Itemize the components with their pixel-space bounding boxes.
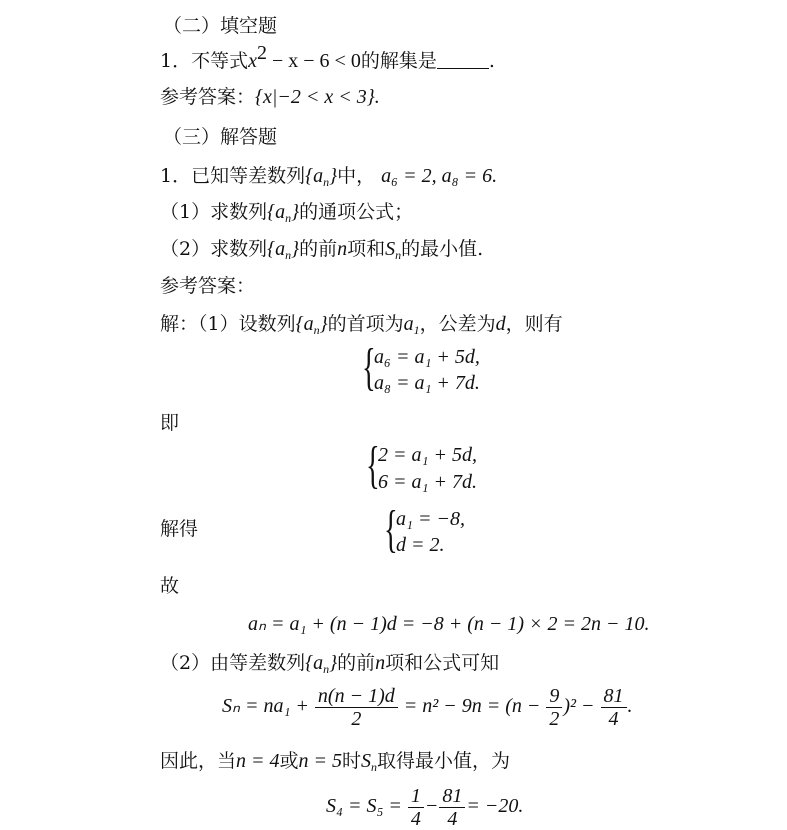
fraction-numerator: 81: [439, 785, 465, 808]
reference-answer-label: 参考答案：: [160, 86, 256, 108]
var-n: n: [337, 238, 348, 260]
var-d: d: [495, 313, 506, 335]
sum-end: .: [627, 695, 633, 717]
section-2-heading: （二）填空题: [163, 15, 278, 37]
sequence-an: $\{a_n\}$: [305, 165, 338, 189]
n-equals-5: n = 5: [298, 750, 343, 772]
fraction-one-quarter: [408, 785, 424, 830]
fraction-sum: [315, 685, 398, 730]
sub-question-2-text-3: 项和: [347, 238, 386, 260]
fraction-81-quarters: [601, 685, 627, 730]
general-term-formula: aₙ = a₁ + (n − 1)d = −8 + (n − 1) × 2 = 2n − 10.: [248, 613, 650, 635]
part-2-intro: [160, 650, 499, 676]
sum-middle-2: )² −: [563, 695, 595, 717]
question-end: .: [488, 50, 495, 72]
fraction-81-quarters: [439, 785, 465, 830]
sub-question-2-text-4: 的最小值.: [401, 238, 484, 260]
fraction-denominator: 2: [351, 707, 362, 730]
conclusion-text-3: 取得最小值，为: [377, 750, 511, 772]
label-ji: 即: [160, 412, 180, 434]
fraction-numerator: 1: [408, 785, 424, 808]
system-1-row-1: a₆ = a₁ + 5d,: [374, 346, 480, 368]
answer-set: {x|−2 < x < 3}.: [255, 86, 380, 108]
question-suffix: 的解集是: [360, 50, 437, 72]
fraction-numerator: 81: [601, 685, 627, 708]
var-a1: $a_1$: [403, 313, 420, 337]
solution-text: 解：（1）设数列: [160, 313, 296, 335]
problem-1-statement: [160, 163, 497, 189]
fill-question-1: [160, 42, 495, 74]
minimum-value-formula: [326, 784, 523, 830]
given-values: a₆ = 2, a₈ = 6.: [381, 165, 498, 187]
section-3-heading: （三）解答题: [163, 126, 278, 148]
conclusion-text-2: 时: [342, 750, 362, 772]
question-text: 不等式: [191, 50, 249, 72]
part-2-text-2: 的前: [337, 652, 376, 674]
system-2-row-1: 2 = a₁ + 5d,: [378, 444, 477, 466]
conclusion-or: 或: [279, 750, 299, 772]
part-2-text-3: 项和公式可知: [385, 652, 500, 674]
var-n: n: [375, 652, 386, 674]
problem-text-2: 中，: [337, 165, 376, 187]
system-1-row-2: a₈ = a₁ + 7d.: [374, 372, 480, 394]
sub-question-1: [160, 199, 413, 225]
left-brace: {: [366, 437, 380, 494]
fraction-numerator: n(n − 1)d: [315, 685, 398, 708]
conclusion-text: 因此，当: [160, 750, 237, 772]
math-exp: 2: [257, 42, 267, 64]
solution-intro: [160, 311, 563, 337]
label-gu: 故: [160, 575, 180, 597]
sequence-an: $\{a_n\}$: [305, 652, 338, 676]
solution-text-4: ，则有: [505, 313, 563, 335]
answer-line-1: [160, 84, 380, 110]
sub-question-2-text-2: 的前: [299, 238, 338, 260]
answer-blank: [437, 50, 489, 69]
sum-lhs: Sₙ = na₁ +: [222, 695, 309, 717]
left-brace: {: [384, 501, 398, 558]
question-number: 1．: [160, 50, 192, 72]
sequence-an: $\{a_n\}$: [295, 313, 328, 337]
solution-text-2: 的首项为: [327, 313, 404, 335]
sequence-an: $\{a_n\}$: [267, 201, 300, 225]
minimum-result: = −20.: [466, 795, 524, 817]
problem-number: 1．: [160, 165, 192, 187]
system-3-row-2: d = 2.: [396, 534, 445, 556]
system-3-row-1: a₁ = −8,: [396, 508, 465, 530]
var-sn: $S_n$: [361, 750, 378, 774]
fraction-denominator: 4: [608, 707, 619, 730]
fraction-denominator: 4: [410, 807, 421, 830]
minus-sign: −: [424, 795, 439, 817]
sub-question-1-text: （1）求数列: [160, 201, 268, 223]
sub-question-2: [160, 236, 483, 262]
part-2-text: （2）由等差数列: [160, 652, 306, 674]
fraction-numerator: 9: [546, 685, 562, 708]
fraction-nine-halves: [546, 685, 562, 730]
fraction-denominator: 4: [447, 807, 458, 830]
solution-text-3: ，公差为: [419, 313, 496, 335]
sequence-an: $\{a_n\}$: [267, 238, 300, 262]
reference-answer-label-2: 参考答案：: [160, 275, 256, 297]
problem-text: 已知等差数列: [191, 165, 306, 187]
system-2-row-2: 6 = a₁ + 7d.: [378, 471, 477, 493]
left-brace: {: [362, 339, 376, 396]
minimum-lhs: S₄ = S₅ =: [326, 795, 402, 817]
sum-formula: [222, 684, 633, 730]
label-jiede: 解得: [160, 518, 199, 540]
fraction-denominator: 2: [549, 707, 560, 730]
sum-middle: = n² − 9n = (n −: [403, 695, 541, 717]
n-equals-4: n = 4: [236, 750, 280, 772]
sub-question-2-text: （2）求数列: [160, 238, 268, 260]
sub-question-1-text-2: 的通项公式；: [299, 201, 414, 223]
math-x: x: [248, 50, 257, 72]
var-sn: $S_n$: [385, 238, 402, 262]
inequality-rest: − x − 6 < 0: [267, 50, 361, 72]
conclusion: [160, 748, 510, 774]
